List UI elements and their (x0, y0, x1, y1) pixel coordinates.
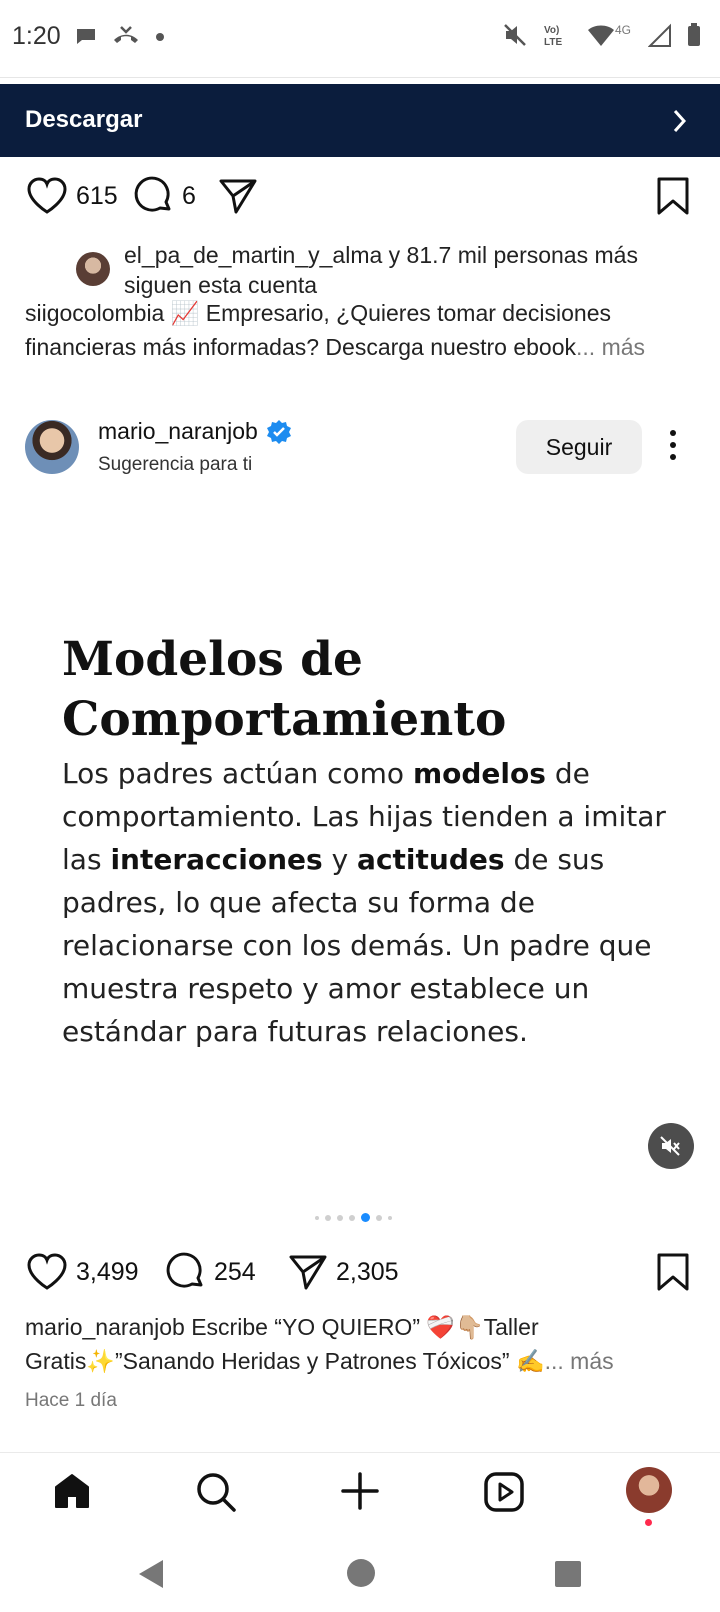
home-icon[interactable] (52, 1471, 92, 1511)
carousel-dot (376, 1215, 382, 1221)
caption-text: Empresario, ¿Quieres tomar decisiones financieras más informadas? Descarga nuestro ebook (25, 300, 611, 360)
search-icon[interactable] (195, 1471, 237, 1513)
system-navigation (0, 1532, 720, 1612)
ad-caption (25, 296, 695, 364)
comment-icon[interactable] (166, 1252, 206, 1292)
status-bar (0, 0, 720, 78)
comment-icon[interactable] (134, 176, 174, 216)
more-link[interactable]: ... más (544, 1348, 614, 1374)
share-icon[interactable] (288, 1252, 328, 1292)
verified-badge-icon (266, 419, 292, 445)
post-header (0, 410, 720, 480)
caption-text: Escribe “YO QUIERO” ❤️‍🩹👇🏼Taller Gratis✨”Sanando Heridas y Patrones Tóxicos” ✍️ (25, 1314, 545, 1374)
comment-count: 6 (182, 181, 196, 210)
carousel-dot (337, 1215, 343, 1221)
suggestion-label: Sugerencia para ti (98, 454, 253, 475)
bookmark-icon[interactable] (656, 1252, 690, 1292)
svg-text:LTE: LTE (544, 37, 563, 48)
like-count: 615 (76, 181, 118, 210)
chevron-right-icon[interactable] (672, 108, 688, 134)
like-count: 3,499 (76, 1257, 139, 1286)
follower-avatar (76, 252, 110, 286)
missed-call-icon (112, 24, 140, 48)
more-link[interactable]: ... más (576, 334, 646, 360)
mute-button[interactable] (648, 1123, 694, 1169)
ad-post-actions (0, 168, 720, 224)
comment-count: 254 (214, 1257, 256, 1286)
like-icon[interactable] (26, 176, 68, 216)
download-banner[interactable] (0, 84, 720, 157)
carousel-dot (388, 1216, 392, 1220)
image-title: Modelos de Comportamiento (62, 632, 507, 747)
svg-text:4G: 4G (615, 23, 632, 37)
volte-icon (542, 22, 572, 48)
wifi-icon (586, 22, 634, 48)
carousel-dot (325, 1215, 331, 1221)
post-username[interactable]: mario_naranjob (98, 418, 258, 444)
dot-icon (154, 24, 166, 48)
status-time: 1:20 (12, 22, 61, 50)
avatar[interactable] (25, 420, 79, 474)
carousel-dot (349, 1215, 355, 1221)
followers-text: el_pa_de_martin_y_alma y 81.7 mil personas más siguen esta cuenta (124, 242, 638, 298)
battery-icon (686, 22, 702, 48)
post-actions (0, 1244, 720, 1300)
reels-icon[interactable] (483, 1471, 525, 1513)
download-label[interactable]: Descargar (25, 106, 143, 133)
chart-emoji: 📈 (170, 300, 200, 326)
carousel-dot-active (361, 1213, 370, 1222)
home-circle-icon[interactable] (346, 1558, 376, 1588)
post-timestamp: Hace 1 día (25, 1390, 117, 1411)
bottom-navigation (0, 1452, 720, 1532)
create-icon[interactable] (340, 1471, 380, 1511)
profile-avatar[interactable] (626, 1467, 672, 1513)
share-count: 2,305 (336, 1257, 399, 1286)
volume-off-icon (659, 1134, 683, 1158)
recents-icon[interactable] (554, 1560, 582, 1588)
caption-username[interactable]: mario_naranjob (25, 1314, 185, 1340)
svg-text:Vo): Vo) (544, 25, 560, 36)
image-body-text: Los padres actúan como modelos de comportamiento. Las hijas tienden a imitar las interacciones y actitudes de sus padres, lo que afecta su forma de relacionarse con los demás. Un padre que muestra respeto y amor establece un estándar para futuras relaciones. (62, 757, 666, 1048)
share-icon[interactable] (218, 176, 258, 216)
post-image[interactable] (0, 490, 720, 1190)
more-options-icon[interactable] (668, 428, 678, 462)
post-caption (25, 1310, 695, 1378)
back-icon[interactable] (136, 1558, 166, 1590)
like-icon[interactable] (26, 1252, 68, 1292)
follow-button[interactable]: Seguir (516, 420, 642, 474)
carousel-indicator (0, 1213, 713, 1222)
carousel-dot (315, 1216, 319, 1220)
caption-username[interactable]: siigocolombia (25, 300, 165, 326)
chat-bubble-icon (74, 24, 98, 48)
notification-dot (645, 1519, 652, 1526)
bookmark-icon[interactable] (656, 176, 690, 216)
mute-icon (502, 22, 528, 48)
signal-icon (648, 22, 672, 48)
